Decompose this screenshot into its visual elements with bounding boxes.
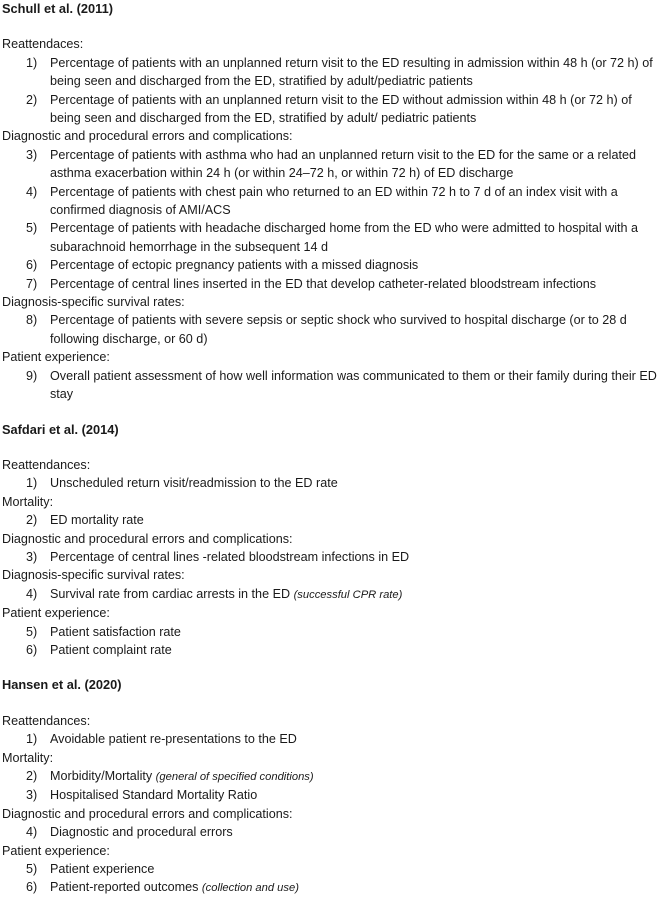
list-item (2, 767, 658, 786)
item-number: 3) (26, 549, 38, 564)
item-number: 2) (26, 92, 38, 107)
item-number: 8) (26, 313, 38, 328)
category-label: Diagnostic and procedural errors and complications: (2, 531, 293, 546)
category-label: Reattendances: (2, 713, 91, 728)
item-number: 7) (26, 276, 38, 291)
item-number: 5) (26, 624, 38, 639)
item-text-wrapper (50, 641, 658, 659)
item-number: 6) (26, 642, 38, 657)
list-item (2, 275, 658, 293)
item-text: Percentage of ectopic pregnancy patients with a missed diagnosis (50, 258, 419, 273)
item-text-wrapper (50, 823, 658, 841)
category-label: Diagnosis-specific survival rates: (2, 568, 185, 583)
item-text: Overall patient assessment of how well information was communicated to them or their family during their ED stay (50, 368, 657, 402)
item-text: Percentage of patients with chest pain who returned to an ED within 72 h to 7 d of an index visit with a confirmed diagnosis of AMI/ACS (50, 184, 618, 218)
item-note: (general of specified conditions) (155, 770, 314, 783)
item-text: Percentage of patients with an unplanned return visit to the ED resulting in admission within 48 h (or 72 h) of being seen and discharged from the ED, stratified by adult/pediatric patients (50, 55, 653, 89)
list-item (2, 548, 658, 566)
list-item (2, 219, 658, 256)
list-item (2, 367, 658, 404)
category-label: Diagnostic and procedural errors and complications: (2, 129, 293, 144)
item-text: Avoidable patient re-presentations to the ED (50, 732, 297, 747)
item-text: Percentage of patients with headache discharged home from the ED who were admitted to hospital with a subarachnoid hemorrhage in the subsequent 14 d (50, 221, 639, 254)
item-text-wrapper (50, 786, 658, 804)
item-text-wrapper (50, 256, 658, 274)
section-spacer (2, 404, 658, 421)
item-text-wrapper (50, 311, 658, 348)
item-text: Percentage of central lines -related bloodstream infections in ED (50, 549, 410, 564)
item-text: Percentage of patients with an unplanned return visit to the ED without admission within 48 h (or 72 h) of being seen and discharged from the ED, stratified by adult/ pediatric patients (50, 92, 632, 126)
study-title: Safdari et al. (2014) (2, 421, 119, 437)
item-text: Percentage of central lines inserted in the ED that develop catheter-related bloodstream infections (50, 276, 597, 291)
item-text: Percentage of patients with severe sepsis or septic shock who survived to hospital discharge (or to 28 d following discharge, or 60 d) (50, 313, 627, 346)
item-text: Patient-reported outcomes (50, 880, 199, 895)
list-item (2, 786, 658, 804)
item-number: 5) (26, 221, 38, 236)
list-item (2, 511, 658, 529)
list-item (2, 146, 658, 183)
item-text-wrapper (50, 367, 658, 404)
category-label: Diagnostic and procedural errors and complications: (2, 806, 293, 821)
list-item (2, 878, 658, 897)
item-text-wrapper (50, 767, 658, 786)
item-number: 6) (26, 258, 38, 273)
category-label: Diagnosis-specific survival rates: (2, 295, 185, 310)
list-item (2, 641, 658, 659)
item-note: (collection and use) (201, 882, 299, 895)
item-text: Survival rate from cardiac arrests in the ED (50, 586, 291, 601)
item-number: 3) (26, 788, 38, 803)
item-text-wrapper (50, 219, 658, 256)
category-label: Mortality: (2, 750, 54, 765)
list-item (2, 54, 658, 91)
list-item (2, 311, 658, 348)
category-label: Patient experience: (2, 606, 110, 621)
item-text-wrapper (50, 878, 658, 897)
item-text-wrapper (50, 623, 658, 641)
study-section (2, 0, 658, 421)
title-spacer (2, 18, 658, 35)
item-text-wrapper (50, 860, 658, 878)
list-item (2, 91, 658, 128)
document-content (2, 0, 658, 898)
item-text-wrapper (50, 730, 658, 748)
item-text: Hospitalised Standard Mortality Ratio (50, 788, 258, 803)
study-title: Hansen et al. (2020) (2, 677, 122, 693)
category-label: Patient experience: (2, 843, 110, 858)
item-number: 1) (26, 55, 38, 70)
item-text: Patient complaint rate (50, 642, 172, 657)
item-text: Percentage of patients with asthma who had an unplanned return visit to the ED for the same or a related asthma exacerbation within 24 h (or within 24–72 h, or within 72 h) of ED discharge (50, 147, 636, 181)
category-label: Patient experience: (2, 350, 110, 365)
category-label: Mortality: (2, 494, 54, 509)
item-number: 5) (26, 862, 38, 877)
list-item (2, 730, 658, 748)
item-text: Unscheduled return visit/readmission to the ED rate (50, 476, 338, 491)
study-section (2, 421, 658, 677)
item-text: Morbidity/Mortality (50, 768, 153, 783)
item-number: 2) (26, 768, 38, 783)
category-label: Reattendaces: (2, 37, 84, 52)
item-number: 1) (26, 476, 38, 491)
study-title: Schull et al. (2011) (2, 1, 113, 16)
item-number: 4) (26, 825, 38, 840)
item-text-wrapper (50, 275, 658, 293)
item-text: Diagnostic and procedural errors (50, 825, 233, 840)
item-text-wrapper (50, 474, 658, 492)
item-text-wrapper (50, 548, 658, 566)
item-number: 6) (26, 880, 38, 895)
item-number: 1) (26, 732, 38, 747)
item-number: 3) (26, 147, 38, 162)
item-number: 2) (26, 513, 38, 528)
item-text-wrapper (50, 511, 658, 529)
list-item (2, 183, 658, 220)
title-spacer (2, 439, 658, 456)
item-note: (successful CPR rate) (293, 588, 403, 601)
item-number: 4) (26, 184, 38, 199)
list-item (2, 585, 658, 604)
item-text-wrapper (50, 54, 658, 91)
item-text: Patient experience (50, 862, 155, 877)
category-label: Reattendances: (2, 457, 91, 472)
list-item (2, 860, 658, 878)
item-text-wrapper (50, 585, 658, 604)
section-spacer (2, 659, 658, 676)
list-item (2, 474, 658, 492)
item-text: Patient satisfaction rate (50, 624, 181, 639)
list-item (2, 623, 658, 641)
item-text-wrapper (50, 91, 658, 128)
list-item (2, 256, 658, 274)
item-text: ED mortality rate (50, 513, 144, 528)
item-number: 4) (26, 586, 38, 601)
item-text-wrapper (50, 146, 658, 183)
item-text-wrapper (50, 183, 658, 220)
item-number: 9) (26, 368, 38, 383)
list-item (2, 823, 658, 841)
study-section (2, 676, 658, 897)
title-spacer (2, 695, 658, 712)
